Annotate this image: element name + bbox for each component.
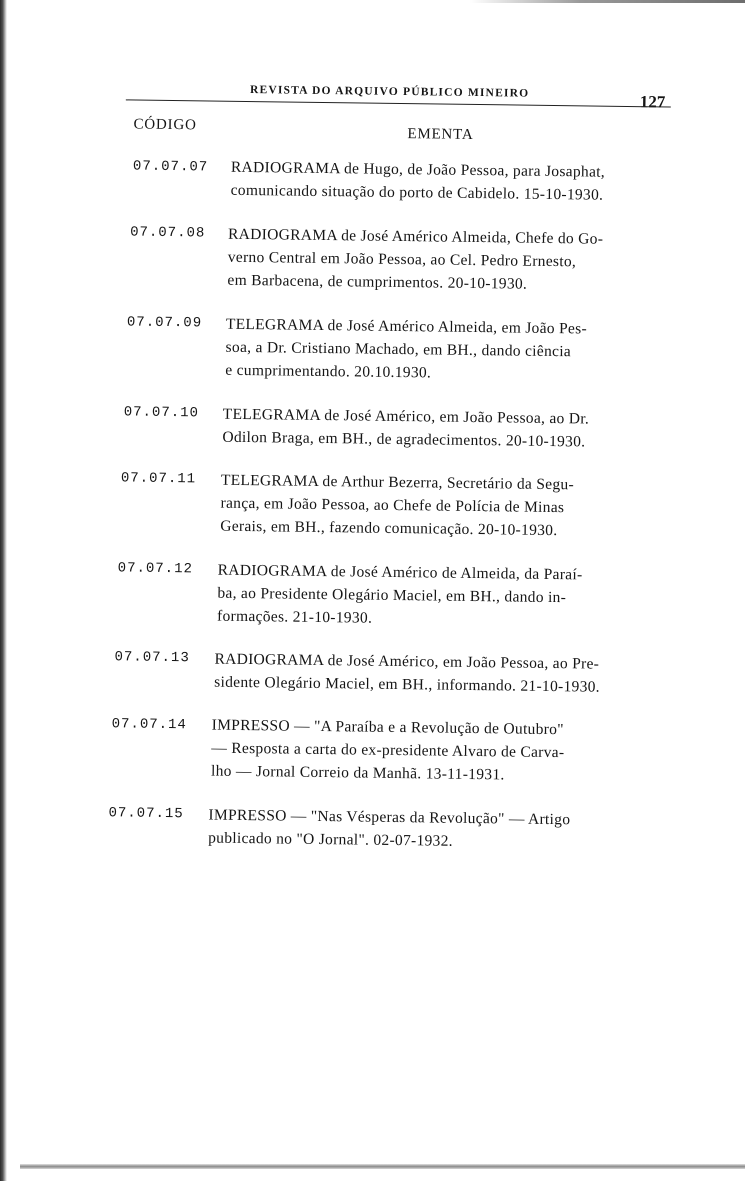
entry-summary: IMPRESSO — "A Paraíba e a Revolução de Outubro" — Resposta a carta do ex-presidente Alvaro de Carva- lho — Jornal Correio da Manhã. 13-11-1931. xyxy=(210,716,565,784)
entry-code: 07.07.11 xyxy=(120,470,197,488)
entry-summary: RADIOGRAMA de José Américo Almeida, Chefe do Go- verno Central em João Pessoa, ao Cel. Pedro Ernesto, em Barbacena, de cumprimentos. 20-10-1930. xyxy=(227,225,604,293)
entry-code: 07.07.08 xyxy=(130,224,206,242)
entry-summary: RADIOGRAMA de José Américo de Almeida, da Paraí- ba, ao Presidente Olegário Maciel, em BH., dando in- formações. 21-10-1930. xyxy=(216,561,583,627)
entry-summary: TELEGRAMA de José Américo, em João Pessoa, ao Dr. Odilon Braga, em BH., de agradecimentos. 20-10-1930. xyxy=(222,405,590,451)
entry-code: 07.07.12 xyxy=(117,560,194,578)
entry-code: 07.07.07 xyxy=(132,158,209,176)
entry-summary: IMPRESSO — "Nas Vésperas da Revolução" — Artigo publicado no "O Jornal". 02-07-1932. xyxy=(208,806,571,850)
header-rule xyxy=(126,99,671,107)
running-head: REVISTA DO ARQUIVO PÚBLICO MINEIRO xyxy=(249,84,530,100)
entry-summary: RADIOGRAMA de Hugo, de João Pessoa, para Josaphat, comunicando situação do porto de Cabidelo. 15-10-1930. xyxy=(230,158,606,204)
entry-code: 07.07.15 xyxy=(108,805,184,823)
entry-summary: TELEGRAMA de José Américo Almeida, em João Pes- soa, a Dr. Cristiano Machado, em BH., dando ciência e cumprimentando. 20.10.1930. xyxy=(225,315,588,382)
entry-code: 07.07.09 xyxy=(126,314,203,332)
page-number: 127 xyxy=(639,92,666,112)
entry-code: 07.07.13 xyxy=(114,649,190,667)
column-header-summary: EMENTA xyxy=(407,126,474,143)
entry-code: 07.07.14 xyxy=(111,716,187,734)
entry-code: 07.07.10 xyxy=(123,404,200,422)
entry-summary: RADIOGRAMA de José Américo, em João Pessoa, ao Pre- sidente Olegário Maciel, em BH., informando. 21-10-1930. xyxy=(214,650,601,696)
column-header-code: CÓDIGO xyxy=(133,116,197,134)
entry-summary: TELEGRAMA de Arthur Bezerra, Secretário da Segu- rança, em João Pessoa, ao Chefe de Polícia de Minas Gerais, em BH., fazendo comunicação. 20-10-1930. xyxy=(220,471,575,540)
